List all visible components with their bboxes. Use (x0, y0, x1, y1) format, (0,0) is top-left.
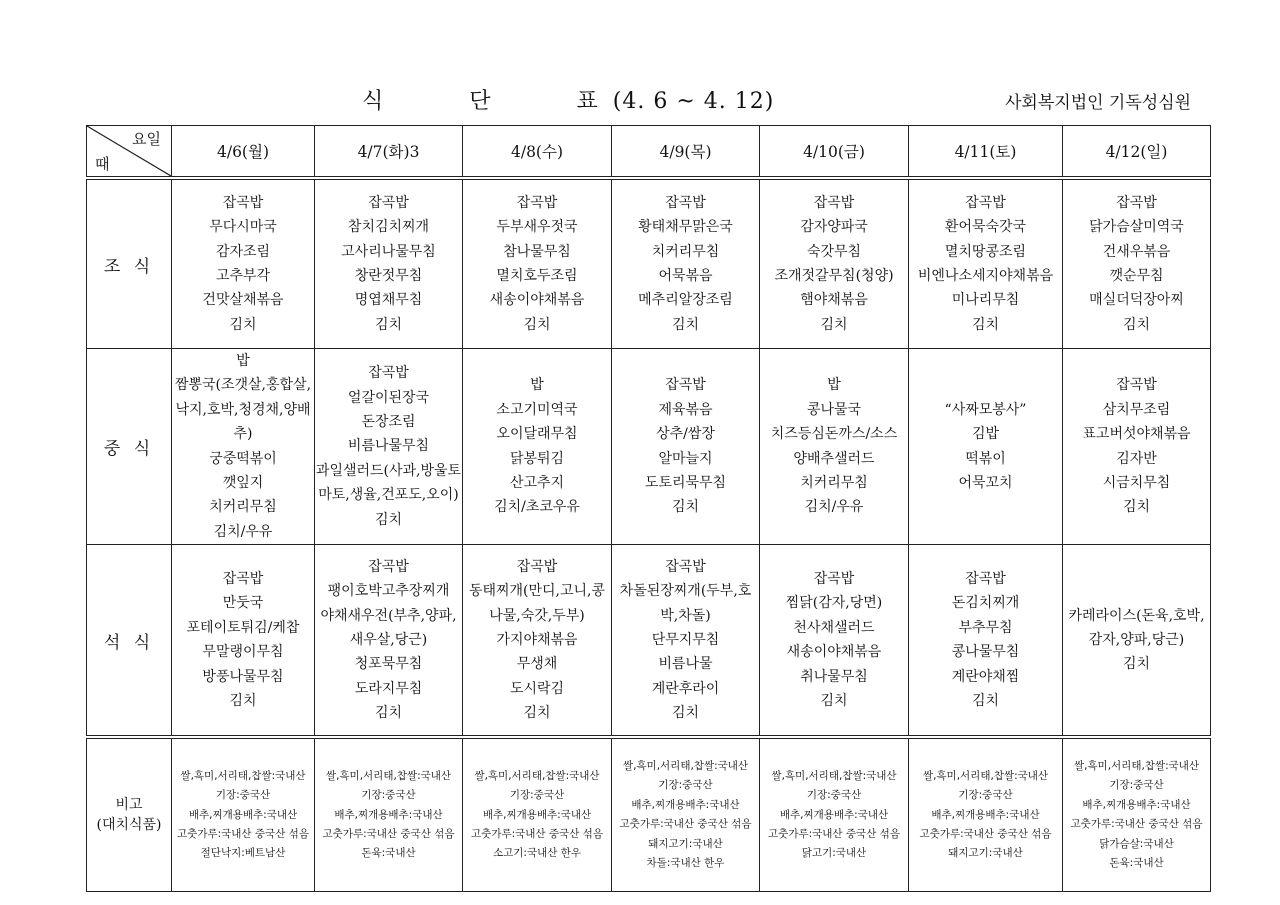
meal-row (87, 349, 1211, 545)
menu-item: 궁중떡볶이 (209, 450, 277, 467)
origin-note: 쌀,흑미,서리태,찹쌀:국내산 (474, 769, 600, 782)
menu-cell (463, 178, 612, 349)
menu-item: 김치 (820, 693, 848, 710)
origin-note: 고춧가루:국내산 중국산 섞음 (619, 818, 752, 831)
menu-item: 햄야채볶음 (800, 292, 868, 309)
menu-item: 김치 (374, 511, 403, 528)
menu-item: 멸치호두조림 (496, 268, 578, 284)
menu-item: 떡볶이 (965, 450, 1006, 467)
menu-item: 야채새우전(부추,양파,새우살,당근) (320, 607, 457, 649)
menu-item: 돈김치찌개 (951, 595, 1020, 612)
menu-table (86, 125, 1211, 892)
menu-item: 치즈등심돈까스/소스 (770, 426, 898, 443)
menu-item: “사짜모봉사” (944, 401, 1027, 418)
menu-item: 무말랭이무침 (202, 644, 284, 661)
menu-item: 무다시마국 (209, 219, 277, 236)
menu-item: 도토리묵무침 (644, 475, 727, 492)
menu-cell (1063, 178, 1211, 349)
menu-cell (315, 178, 463, 349)
menu-item: 고추부각 (215, 268, 271, 284)
menu-item: 표고버섯야채볶음 (1082, 426, 1191, 443)
origin-note: 기장:중국산 (215, 789, 271, 802)
menu-item: 팽이호박고추장찌개 (327, 583, 450, 600)
menu-item: 잡곡밥 (1116, 377, 1157, 394)
meal-row (87, 545, 1211, 738)
header-row (87, 126, 1211, 179)
menu-item: 김치 (671, 316, 700, 333)
menu-item: 깻순무침 (1109, 268, 1164, 284)
origin-note-cell (463, 737, 612, 892)
menu-item: 매실더덕장아찌 (1089, 292, 1184, 309)
menu-item: 콩나물무침 (951, 644, 1020, 661)
origin-note: 기장:중국산 (509, 789, 565, 802)
menu-item: 숙갓무침 (806, 243, 862, 260)
origin-note-cell (1063, 737, 1211, 892)
menu-item: 포테이토튀김/케찹 (186, 619, 300, 636)
origin-note-cell (172, 737, 315, 892)
menu-item: 비름나물 (658, 656, 713, 673)
menu-item: 잡곡밥 (516, 194, 558, 211)
menu-item: 밥 (236, 353, 250, 369)
corner-meal-label: 때 (95, 155, 110, 173)
origin-note: 절단낙지:베트남산 (200, 847, 286, 860)
menu-item: 비엔나소세지야채볶음 (917, 268, 1054, 284)
menu-item: 김치 (1122, 656, 1151, 673)
origin-note: 고춧가루:국내산 중국산 섞음 (177, 827, 309, 840)
menu-cell (760, 545, 909, 738)
menu-item: 부추무침 (958, 619, 1013, 636)
menu-item: 만둣국 (222, 595, 264, 612)
menu-item: 삼치무조림 (1102, 401, 1171, 418)
origin-note: 쌀,흑미,서리태,찹쌀:국내산 (325, 769, 452, 782)
title-char: 단 (469, 89, 492, 114)
menu-item: 도시락김 (509, 680, 565, 697)
menu-cell (1063, 349, 1211, 545)
menu-item: 김치 (229, 693, 257, 710)
organization-name: 사회복지법인 기독성심원 (1005, 93, 1192, 113)
menu-item: 참나물무침 (503, 243, 571, 260)
menu-item: 명엽채무침 (354, 292, 423, 309)
menu-item: 잡곡밥 (665, 377, 706, 394)
menu-item: 새송이야채볶음 (786, 644, 882, 661)
menu-item: 잡곡밥 (368, 194, 409, 211)
origin-note: 돼지고기:국내산 (948, 847, 1023, 860)
menu-item: 김치 (523, 316, 551, 333)
menu-item: 김치/우유 (804, 499, 864, 516)
menu-item: 잡곡밥 (665, 194, 706, 211)
menu-cell (760, 349, 909, 545)
menu-cell (1063, 545, 1211, 738)
day-header: 4/7(화)3 (315, 126, 463, 179)
menu-item: 카레라이스(돈육,호박,감자,양파,당근) (1068, 607, 1205, 649)
menu-item: 참치김치찌개 (347, 219, 430, 236)
menu-item: 김치 (1122, 316, 1151, 333)
menu-item: 소고기미역국 (496, 401, 578, 418)
menu-item: 닭가슴살미역국 (1089, 219, 1184, 236)
title-char: 식 (362, 89, 385, 114)
origin-note: 고춧가루:국내산 중국산 섞음 (768, 827, 900, 840)
menu-item: 건맛살채볶음 (202, 292, 284, 309)
menu-cell (909, 349, 1063, 545)
menu-item: 미나리무침 (951, 292, 1020, 309)
menu-item: 산고추지 (509, 475, 565, 492)
menu-item: 시금치무침 (1102, 475, 1171, 492)
notes-label-line: 비고 (115, 797, 143, 814)
menu-item: 얼갈이된장국 (347, 389, 430, 406)
menu-item: 잡곡밥 (1116, 194, 1157, 211)
menu-item: 치커리무침 (209, 499, 277, 516)
origin-note: 돈육:국내산 (361, 847, 416, 860)
meal-label: 중 식 (87, 349, 172, 545)
origin-note: 기장:중국산 (806, 789, 862, 802)
origin-note: 쌀,흑미,서리태,찹쌀:국내산 (1073, 760, 1200, 773)
origin-note: 닭가슴살:국내산 (1099, 837, 1174, 850)
menu-cell (909, 178, 1063, 349)
origin-note: 배추,찌개용배추:국내산 (631, 798, 740, 811)
menu-item: 콩나물국 (806, 401, 862, 418)
menu-cell (612, 349, 760, 545)
menu-cell (172, 178, 315, 349)
menu-item: 건새우볶음 (1102, 243, 1171, 260)
menu-item: 잡곡밥 (368, 365, 409, 382)
corner-cell (87, 126, 172, 179)
notes-label-line: (대치식품) (96, 817, 162, 834)
menu-cell (463, 545, 612, 738)
menu-item: 과일샐러드(사과,방울토마토,생율,건포도,오이) (315, 462, 462, 504)
origin-note-cell (315, 737, 463, 892)
origin-note: 돼지고기:국내산 (648, 837, 723, 850)
menu-item: 도라지무침 (354, 680, 423, 697)
notes-row (87, 737, 1211, 892)
menu-item: 잡곡밥 (665, 558, 706, 575)
menu-item: 치커리무침 (651, 243, 720, 260)
menu-item: 조개젓갈무침(청양) (774, 268, 894, 284)
menu-item: 잡곡밥 (813, 571, 855, 588)
menu-item: 새송이야채볶음 (489, 292, 585, 309)
title-date-range: (4. 6 ~ 4. 12) (612, 89, 775, 114)
menu-item: 동태찌개(만디,고니,콩나물,숙갓,두부) (468, 583, 606, 624)
menu-item: 환어묵숙갓국 (944, 219, 1027, 236)
menu-cell (315, 349, 463, 545)
menu-item: 김치 (671, 499, 700, 516)
menu-cell (463, 349, 612, 545)
origin-note: 고춧가루:국내산 중국산 섞음 (322, 827, 455, 840)
day-header: 4/8(수) (463, 126, 612, 179)
origin-note: 배추,찌개용배추:국내산 (1082, 798, 1191, 811)
menu-item: 감자조림 (215, 243, 271, 260)
origin-note: 고춧가루:국내산 중국산 섞음 (1070, 818, 1203, 831)
origin-note: 기장:중국산 (1109, 779, 1164, 792)
origin-note: 기장:중국산 (658, 779, 713, 792)
menu-item: 황태채무맑은국 (638, 219, 733, 236)
menu-item: 김치 (374, 705, 403, 722)
menu-item: 김치 (374, 316, 403, 333)
notes-label (87, 737, 172, 892)
menu-cell (612, 178, 760, 349)
day-header: 4/9(목) (612, 126, 760, 179)
menu-item: 오이달래무침 (496, 426, 578, 443)
menu-item: 차돌된장찌개(두부,호박,차돌) (619, 583, 752, 624)
menu-item: 닭봉튀김 (509, 450, 565, 467)
origin-note: 배추,찌개용배추:국내산 (931, 808, 1040, 821)
menu-item: 잡곡밥 (368, 558, 409, 575)
menu-item: 청포묵무침 (354, 656, 423, 673)
origin-note-cell (612, 737, 760, 892)
menu-item: 김치 (971, 316, 1000, 333)
origin-note: 기장:중국산 (361, 789, 416, 802)
title-char: 표 (576, 89, 599, 114)
menu-item: 잡곡밥 (813, 194, 855, 211)
origin-note: 소고기:국내산 한우 (492, 847, 582, 860)
menu-item: 취나물무침 (800, 668, 868, 685)
origin-note: 고춧가루:국내산 중국산 섞음 (919, 827, 1052, 840)
menu-item: 김치 (229, 316, 257, 333)
menu-item: 치커리무침 (800, 475, 868, 492)
menu-cell (315, 545, 463, 738)
menu-item: 어묵볶음 (658, 268, 713, 284)
menu-item: 김치 (1122, 499, 1151, 516)
menu-item: 비름나물무침 (347, 438, 430, 455)
menu-item: 두부새우젓국 (496, 219, 578, 236)
menu-item: 상추/쌈장 (656, 426, 715, 443)
menu-item: 창란젓무침 (354, 268, 423, 284)
menu-item: 김치/우유 (213, 523, 273, 540)
menu-cell (612, 545, 760, 738)
menu-cell (909, 545, 1063, 738)
meal-label: 석 식 (87, 545, 172, 738)
origin-note: 배추,찌개용배추:국내산 (482, 808, 592, 821)
menu-item: 깻잎지 (222, 475, 264, 492)
menu-item: 고사리나물무침 (341, 243, 436, 260)
menu-item: 짬뽕국(조갯살,홍합살,낙지,호박,청경채,양배추) (174, 377, 312, 443)
menu-item: 멸치땅콩조림 (944, 243, 1027, 260)
menu-item: 방풍나물무침 (202, 668, 284, 685)
menu-item: 메추리알장조림 (638, 292, 733, 309)
origin-note: 고춧가루:국내산 중국산 섞음 (471, 827, 603, 840)
origin-note: 쌀,흑미,서리태,찹쌀:국내산 (922, 769, 1049, 782)
menu-cell (760, 178, 909, 349)
menu-item: 천사채샐러드 (793, 619, 875, 636)
meal-row (87, 178, 1211, 349)
page-title (362, 84, 774, 115)
menu-cell (172, 545, 315, 738)
menu-item: 김치 (971, 693, 1000, 710)
origin-note: 배추,찌개용배추:국내산 (188, 808, 298, 821)
day-header: 4/6(월) (172, 126, 315, 179)
menu-item: 밥 (827, 377, 841, 394)
origin-note-cell (909, 737, 1063, 892)
menu-item: 김자반 (1116, 450, 1157, 467)
menu-item: 제육볶음 (658, 401, 713, 418)
meal-label: 조 식 (87, 178, 172, 349)
menu-item: 가지야채볶음 (496, 632, 578, 649)
menu-item: 밥 (530, 377, 544, 394)
day-header: 4/10(금) (760, 126, 909, 179)
origin-note: 돈육:국내산 (1109, 857, 1164, 870)
origin-note: 닭고기:국내산 (801, 847, 867, 860)
menu-item: 찜닭(감자,당면) (785, 595, 883, 612)
menu-item: 잡곡밥 (965, 571, 1006, 588)
menu-item: 계란야채찜 (951, 668, 1020, 685)
day-header: 4/11(토) (909, 126, 1063, 179)
menu-item: 어묵꼬치 (958, 475, 1013, 492)
day-header: 4/12(일) (1063, 126, 1211, 179)
menu-item: 잡곡밥 (516, 558, 558, 575)
corner-day-label: 요일 (132, 130, 161, 148)
menu-item: 돈장조림 (361, 414, 416, 431)
menu-item: 잡곡밥 (965, 194, 1006, 211)
origin-note: 배추,찌개용배추:국내산 (334, 808, 443, 821)
menu-item: 무생채 (516, 656, 558, 673)
menu-item: 김치 (820, 316, 848, 333)
menu-item: 단무지무침 (651, 632, 720, 649)
origin-note: 쌀,흑미,서리태,찹쌀:국내산 (180, 769, 306, 782)
menu-item: 김치 (523, 705, 551, 722)
menu-item: 잡곡밥 (222, 194, 264, 211)
origin-note: 쌀,흑미,서리태,찹쌀:국내산 (622, 760, 749, 773)
menu-item: 김치/초코우유 (494, 499, 580, 516)
menu-item: 김치 (671, 705, 700, 722)
origin-note: 차돌:국내산 한우 (646, 857, 725, 870)
menu-item: 알마늘지 (658, 450, 713, 467)
menu-item: 양배추샐러드 (793, 450, 875, 467)
origin-note: 쌀,흑미,서리태,찹쌀:국내산 (771, 769, 897, 782)
origin-note: 기장:중국산 (958, 789, 1013, 802)
menu-cell (172, 349, 315, 545)
menu-item: 계란후라이 (651, 680, 720, 697)
menu-item: 김밥 (971, 426, 1000, 443)
origin-note: 배추,찌개용배추:국내산 (779, 808, 889, 821)
origin-note-cell (760, 737, 909, 892)
menu-item: 감자양파국 (800, 219, 868, 236)
menu-item: 잡곡밥 (222, 571, 264, 588)
